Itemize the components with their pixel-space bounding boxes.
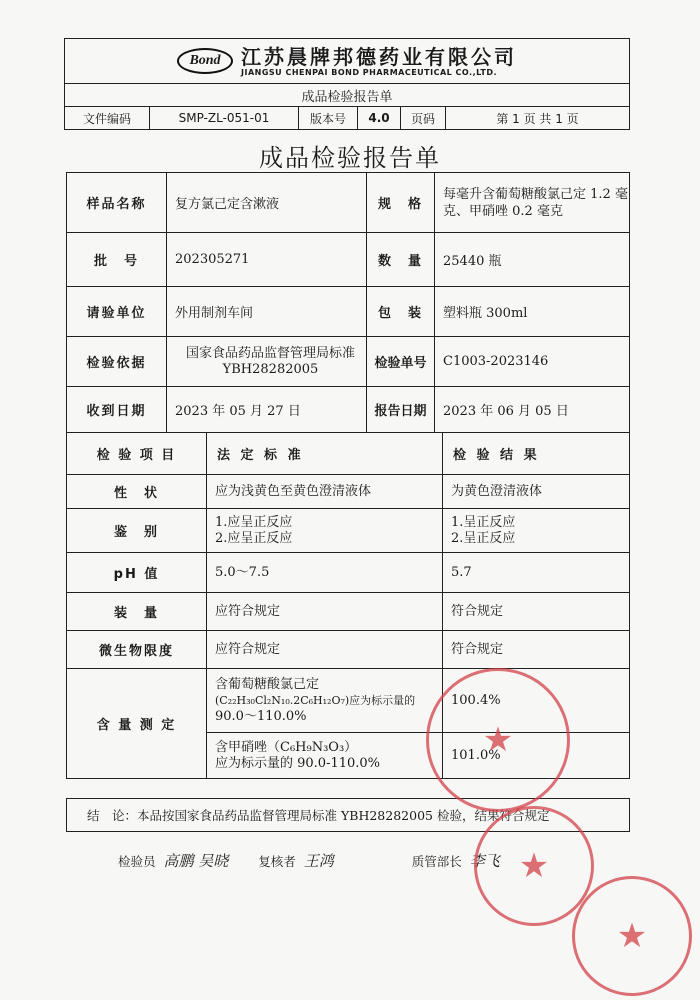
qa-head-signature: 李飞 [469, 852, 500, 870]
assay-a-standard [207, 669, 443, 733]
page-label: 页码 [401, 107, 446, 130]
doc-no: SMP-ZL-051-01 [150, 107, 299, 130]
appearance-result: 为黄色澄清液体 [443, 475, 630, 509]
qty-label: 数 量 [367, 233, 435, 287]
appearance-item: 性 状 [67, 475, 207, 509]
assay-a-range: 90.0～110.0% [215, 708, 307, 724]
packaging: 塑料瓶 300ml [435, 287, 630, 337]
sample-name: 复方氯己定含漱液 [167, 173, 367, 233]
seal-star-icon: ★ [518, 846, 550, 886]
conclusion-tail: 检验，结果符合规定 [436, 808, 550, 823]
quantity: 25440 瓶 [435, 233, 630, 287]
received-date: 2023 年 05 月 27 日 [167, 387, 367, 433]
bond-logo: Bond [177, 48, 233, 74]
col-item-header: 检 验 项 目 [67, 433, 207, 475]
col-result-header: 检 验 结 果 [443, 433, 630, 475]
fill-result: 符合规定 [443, 593, 630, 631]
conclusion-label: 结 论： [87, 808, 138, 823]
sample-name-label: 样品名称 [67, 173, 167, 233]
fill-standard: 应符合规定 [207, 593, 443, 631]
inspector-signature: 高鹏 吴晓 [163, 852, 229, 870]
report-title: 成品检验报告单 [259, 144, 441, 172]
identification-result-1: 1.呈正反应 [451, 514, 516, 530]
spec-label: 规 格 [367, 173, 435, 233]
company-seal-stamp [426, 668, 570, 812]
assay-b-standard [207, 733, 443, 779]
basis [167, 337, 367, 387]
doc-no-label: 文件编码 [65, 107, 150, 130]
basis-label: 检验依据 [67, 337, 167, 387]
seal-star-icon: ★ [616, 916, 648, 956]
sample-info-table [66, 172, 630, 433]
appearance-standard: 应为浅黄色至黄色澄清液体 [207, 475, 443, 509]
identification-standard-2: 2.应呈正反应 [215, 530, 293, 546]
report-date: 2023 年 06 月 05 日 [435, 387, 630, 433]
conclusion-text: 本品按国家食品药品监督管理局标准 [137, 808, 338, 823]
table-row [67, 553, 630, 593]
spec: 每毫升含葡萄糖酸氯己定 1.2 毫克、甲硝唑 0.2 毫克 [435, 173, 630, 233]
assay-a-name: 含葡萄糖酸氯己定 [215, 676, 320, 692]
assay-b-name: 含甲硝唑（C₆H₉N₃O₃） [215, 739, 358, 755]
qa-seal-stamp [474, 806, 594, 926]
identification-item: 鉴 别 [67, 509, 207, 553]
microbial-item: 微生物限度 [67, 631, 207, 669]
assay-a-result: 100.4% [443, 669, 630, 733]
third-seal-stamp [572, 876, 692, 996]
identification-standard-1: 1.应呈正反应 [215, 514, 293, 530]
company-name-en: JIANGSU CHENPAI BOND PHARMACEUTICAL CO.,LTD. [241, 67, 498, 77]
page-value: 第 1 页 共 1 页 [446, 107, 630, 130]
identification-standard [207, 509, 443, 553]
report-no: C1003-2023146 [435, 337, 630, 387]
ph-item: pH 值 [67, 553, 207, 593]
identification-result-2: 2.呈正反应 [451, 530, 516, 546]
fill-item: 装 量 [67, 593, 207, 631]
company-name-cn: 江苏晨牌邦德药业有限公司 [241, 44, 517, 69]
microbial-standard: 应符合规定 [207, 631, 443, 669]
inspector-label: 检验员 [118, 854, 156, 869]
conclusion-standard: YBH28282005 [341, 807, 433, 823]
form-name: 成品检验报告单 [65, 84, 630, 107]
ph-result: 5.7 [443, 553, 630, 593]
assay-b-result: 101.0% [443, 733, 630, 779]
assay-item: 含 量 测 定 [67, 669, 207, 779]
reviewer-signature: 王鸿 [303, 852, 334, 870]
identification-result [443, 509, 630, 553]
col-standard-header: 法 定 标 准 [207, 433, 443, 475]
received-label: 收到日期 [67, 387, 167, 433]
ph-standard: 5.0～7.5 [207, 553, 443, 593]
version-label: 版本号 [299, 107, 358, 130]
assay-b-range: 应为标示量的 90.0-110.0% [215, 755, 381, 771]
requester: 外用制剂车间 [167, 287, 367, 337]
qa-head-label: 质管部长 [411, 854, 462, 869]
company-banner [65, 39, 630, 84]
table-row [67, 593, 630, 631]
version: 4.0 [358, 107, 401, 130]
table-row [67, 509, 630, 553]
report-no-label: 检验单号 [367, 337, 435, 387]
batch: 202305271 [167, 233, 367, 287]
document-header-table [64, 38, 630, 130]
assay-a-formula: (C₂₂H₃₀Cl₂N₁₀.2C₆H₁₂O₇)应为标示量的 [215, 693, 416, 707]
table-row [67, 475, 630, 509]
reviewer-label: 复核者 [258, 854, 296, 869]
seal-star-icon: ★ [482, 720, 514, 760]
basis-line-1: 国家食品药品监督管理局标准 [185, 345, 355, 361]
batch-label: 批 号 [67, 233, 167, 287]
requester-label: 请验单位 [67, 287, 167, 337]
table-row [67, 631, 630, 669]
report-date-label: 报告日期 [367, 387, 435, 433]
microbial-result: 符合规定 [443, 631, 630, 669]
basis-line-2: YBH28282005 [222, 361, 319, 377]
pack-label: 包 装 [367, 287, 435, 337]
